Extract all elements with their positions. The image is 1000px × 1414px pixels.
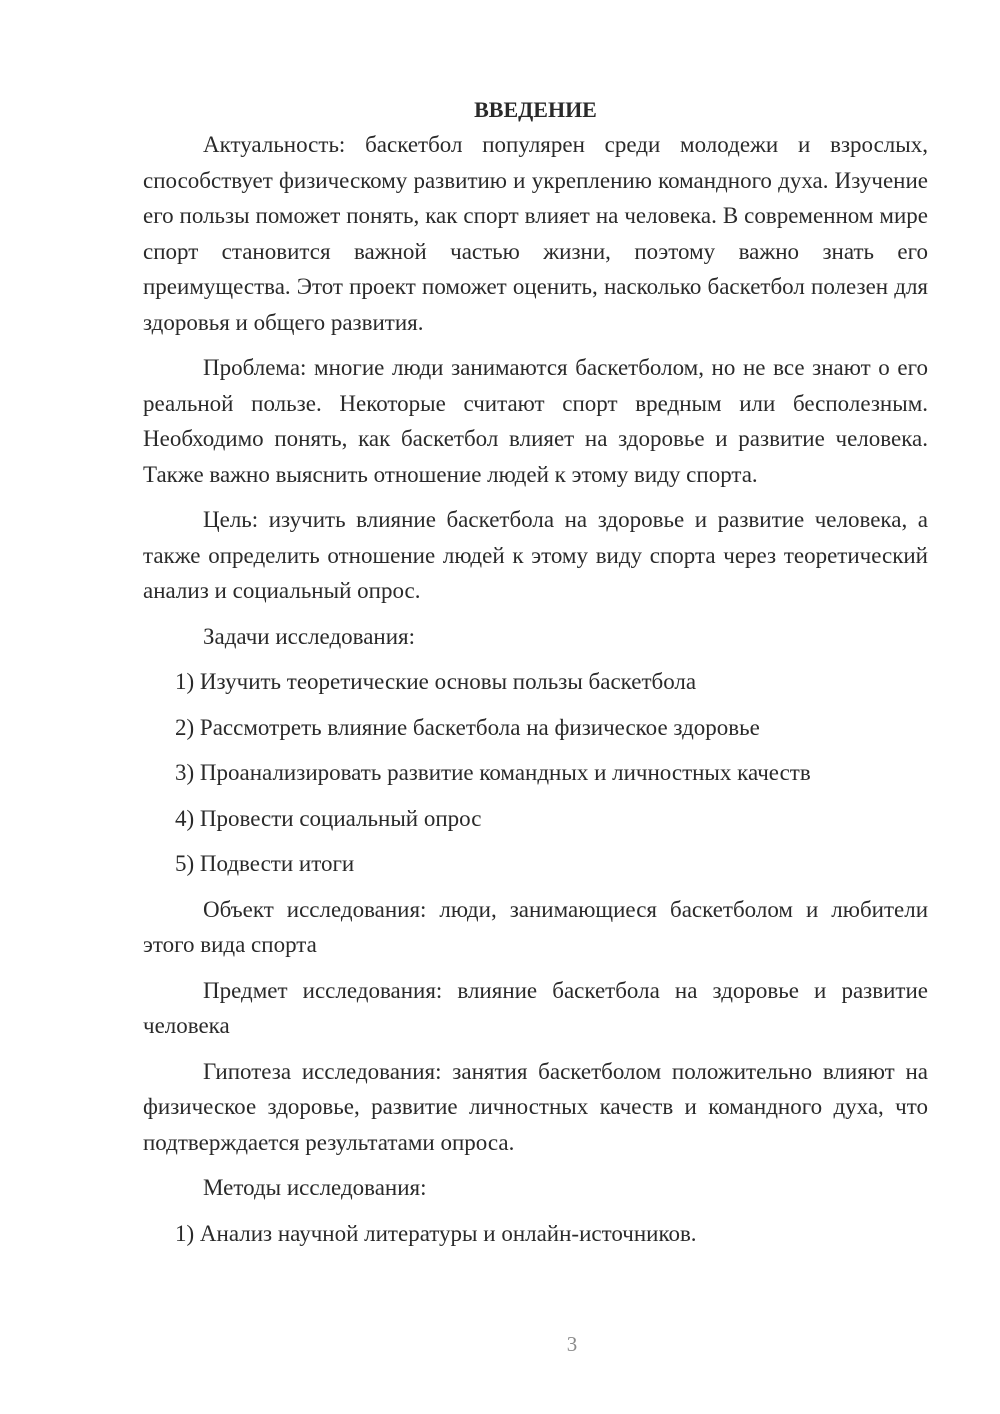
- subject-paragraph: Предмет исследования: влияние баскетбола на здоровье и развитие человека: [143, 977, 928, 1038]
- section-title: ВВЕДЕНИЕ: [474, 97, 597, 122]
- task-item: 4) Провести социальный опрос: [175, 805, 482, 831]
- page-number: 3: [566, 1332, 578, 1356]
- tasks-heading: Задачи исследования:: [203, 623, 416, 649]
- hypothesis-paragraph: Гипотеза исследования: занятия баскетболом положительно влияют на физическое здоровье, развитие личностных качеств и командного духа, что подтверждается результатами опроса.: [143, 1058, 928, 1155]
- problem-paragraph: Проблема: многие люди занимаются баскетболом, но не все знают о его реальной пользе. Некоторые считают спорт вредным или бесполезным. Необходимо понять, как баскетбол влияет на здоровье и развитие человека. Также важно выяснить отношение людей к этому виду спорта.: [143, 355, 928, 487]
- method-item: 1) Анализ научной литературы и онлайн-источников.: [175, 1220, 697, 1246]
- page-content: [143, 92, 928, 1261]
- object-paragraph: Объект исследования: люди, занимающиеся баскетболом и любители этого вида спорта: [143, 896, 928, 957]
- goal-paragraph: Цель: изучить влияние баскетбола на здоровье и развитие человека, а также определить отношение людей к этому виду спорта через теоретический анализ и социальный опрос.: [143, 507, 928, 603]
- task-item: 2) Рассмотреть влияние баскетбола на физическое здоровье: [175, 714, 760, 740]
- task-item: 3) Проанализировать развитие командных и личностных качеств: [175, 760, 811, 785]
- task-item: 5) Подвести итоги: [175, 851, 355, 876]
- methods-heading: Методы исследования:: [203, 1175, 427, 1200]
- task-item: 1) Изучить теоретические основы пользы баскетбола: [175, 669, 697, 694]
- relevance-paragraph: Актуальность: баскетбол популярен среди молодежи и взрослых, способствует физическому развитию и укреплению командного духа. Изучение его пользы поможет понять, как спорт влияет на человека. В современном мире спорт становится важной частью жизни, поэтому важно знать его преимущества. Этот проект поможет оценить, насколько баскетбол полезен для здоровья и общего развития.: [143, 132, 928, 335]
